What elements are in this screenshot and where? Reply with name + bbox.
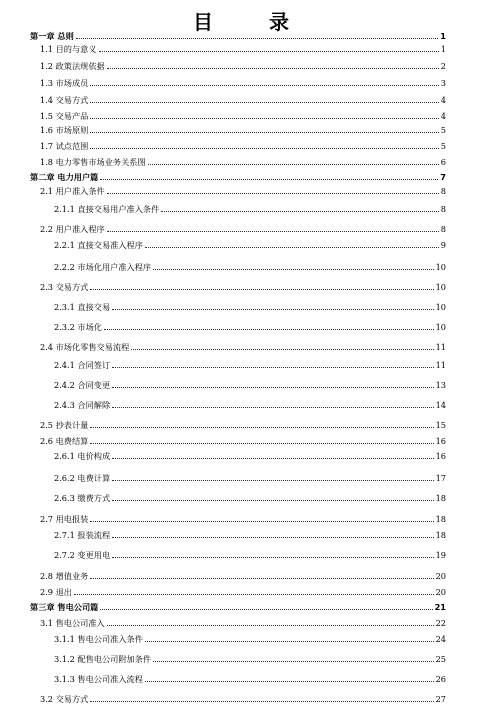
toc-entry[interactable] xyxy=(40,587,446,597)
toc-entry-label: 1.4 交易方式 xyxy=(40,95,89,105)
dot-leader xyxy=(161,210,438,212)
toc-entry-page-number: 26 xyxy=(435,674,446,684)
toc-entry-label: 3.1 售电公司准入 xyxy=(40,618,105,628)
toc-entry-label: 3.1.1 售电公司准入条件 xyxy=(54,634,143,644)
toc-entry[interactable] xyxy=(54,322,446,332)
toc-entry-label: 2.7 用电报装 xyxy=(40,514,89,524)
toc-entry-page-number: 6 xyxy=(440,157,446,167)
toc-entry-label: 2.9 退出 xyxy=(40,587,72,597)
dot-leader xyxy=(112,406,433,408)
toc-entry-label: 1.6 市场原则 xyxy=(40,125,89,135)
toc-entry-label: 2.5 抄表计量 xyxy=(40,420,89,430)
toc-entry[interactable] xyxy=(54,380,446,390)
toc-entry-page-number: 17 xyxy=(435,473,446,483)
toc-entry[interactable] xyxy=(40,342,446,352)
toc-entry-page-number: 25 xyxy=(435,654,446,664)
toc-entry[interactable] xyxy=(40,95,446,105)
toc-entry-page-number: 7 xyxy=(440,172,446,182)
toc-entry-page-number: 3 xyxy=(440,78,446,88)
toc-entry[interactable] xyxy=(54,550,446,560)
toc-entry-label: 2.7.1 报装流程 xyxy=(54,530,111,540)
toc-entry-page-number: 21 xyxy=(434,602,446,612)
dot-leader xyxy=(145,246,439,248)
dot-leader xyxy=(112,457,433,459)
dot-leader xyxy=(107,624,434,626)
toc-entry-label: 2.1.1 直接交易用户准入条件 xyxy=(54,204,160,214)
toc-chapter-entry[interactable] xyxy=(30,31,446,41)
toc-entry-page-number: 10 xyxy=(435,282,446,292)
toc-entry-label: 2.8 增值业务 xyxy=(40,571,89,581)
toc-entry[interactable] xyxy=(54,400,446,410)
toc-entry-page-number: 4 xyxy=(440,111,446,121)
dot-leader xyxy=(104,328,434,330)
dot-leader xyxy=(90,520,433,522)
toc-entry-label: 1.7 试点范围 xyxy=(40,141,89,151)
toc-entry[interactable] xyxy=(54,451,446,461)
toc-entry-page-number: 16 xyxy=(435,451,446,461)
toc-entry[interactable] xyxy=(54,302,446,312)
toc-entry[interactable] xyxy=(40,514,446,524)
toc-entry-page-number: 1 xyxy=(440,31,446,41)
toc-entry-page-number: 11 xyxy=(435,360,446,370)
toc-entry-label: 第三章 售电公司篇 xyxy=(30,602,99,612)
dot-leader xyxy=(145,680,434,682)
dot-leader xyxy=(153,268,433,270)
toc-entry-page-number: 11 xyxy=(435,342,446,352)
toc-entry-label: 1.2 政策法规依据 xyxy=(40,61,105,71)
dot-leader xyxy=(90,117,438,119)
toc-entry[interactable] xyxy=(40,694,446,704)
dot-leader xyxy=(112,366,433,368)
toc-entry-page-number: 14 xyxy=(435,400,446,410)
toc-entry-page-number: 13 xyxy=(435,380,446,390)
toc-entry-page-number: 18 xyxy=(435,530,446,540)
toc-entry-page-number: 8 xyxy=(440,204,446,214)
toc-entry-label: 第二章 电力用户篇 xyxy=(30,172,99,182)
toc-entry-page-number: 19 xyxy=(435,550,446,560)
toc-entry-page-number: 8 xyxy=(440,186,446,196)
toc-entry-page-number: 24 xyxy=(435,634,446,644)
toc-entry-label: 2.3.1 直接交易 xyxy=(54,302,111,312)
toc-entry[interactable] xyxy=(40,282,446,292)
dot-leader xyxy=(90,426,433,428)
toc-title: 目 录 xyxy=(193,10,307,34)
toc-chapter-entry[interactable] xyxy=(30,602,446,612)
toc-entry[interactable] xyxy=(54,634,446,644)
toc-entry[interactable] xyxy=(40,436,446,446)
toc-entry-page-number: 10 xyxy=(435,302,446,312)
toc-entry[interactable] xyxy=(40,61,446,71)
toc-entry-page-number: 2 xyxy=(440,61,446,71)
toc-entry-page-number: 18 xyxy=(435,514,446,524)
toc-entry[interactable] xyxy=(54,240,446,250)
toc-entry-label: 2.6 电费结算 xyxy=(40,436,89,446)
dot-leader xyxy=(112,308,433,310)
toc-entry-label: 3.1.3 售电公司准入流程 xyxy=(54,674,143,684)
toc-entry-label: 2.6.2 电费计算 xyxy=(54,473,111,483)
toc-entry-page-number: 20 xyxy=(435,587,446,597)
toc-entry[interactable] xyxy=(54,262,446,272)
toc-entry-label: 1.3 市场成员 xyxy=(40,78,89,88)
toc-entry-label: 2.4.3 合同解除 xyxy=(54,400,111,410)
toc-entry[interactable] xyxy=(40,186,446,196)
dot-leader xyxy=(90,131,438,133)
toc-entry-page-number: 9 xyxy=(440,240,446,250)
toc-entry[interactable] xyxy=(54,493,446,503)
toc-entry-label: 3.1.2 配售电公司附加条件 xyxy=(54,654,152,664)
dot-leader xyxy=(90,442,433,444)
toc-entry-page-number: 5 xyxy=(440,141,446,151)
dot-leader xyxy=(90,577,433,579)
dot-leader xyxy=(107,230,439,232)
toc-entry[interactable] xyxy=(40,141,446,151)
dot-leader xyxy=(90,84,438,86)
toc-entry[interactable] xyxy=(40,125,446,135)
toc-entry-label: 1.8 电力零售市场业务关系图 xyxy=(40,157,146,167)
toc-entry-label: 第一章 总则 xyxy=(30,31,74,41)
toc-entry-label: 2.3 交易方式 xyxy=(40,282,89,292)
toc-entry-label: 2.3.2 市场化 xyxy=(54,322,102,332)
toc-entry[interactable] xyxy=(40,571,446,581)
toc-entry-page-number: 4 xyxy=(440,95,446,105)
toc-entry-label: 2.1 用户准入条件 xyxy=(40,186,105,196)
dot-leader xyxy=(112,479,433,481)
dot-leader xyxy=(90,147,438,149)
dot-leader xyxy=(131,348,433,350)
toc-entry-label: 2.4.1 合同签订 xyxy=(54,360,111,370)
dot-leader xyxy=(76,37,439,39)
dot-leader xyxy=(107,192,439,194)
toc-entry-page-number: 10 xyxy=(435,262,446,272)
toc-chapter-entry[interactable] xyxy=(30,172,446,182)
toc-entry-label: 2.7.2 变更用电 xyxy=(54,550,111,560)
dot-leader xyxy=(112,386,433,388)
dot-leader xyxy=(100,178,438,180)
toc-entry[interactable] xyxy=(54,654,446,664)
dot-leader xyxy=(153,660,433,662)
toc-entry[interactable] xyxy=(40,618,446,628)
toc-entry-label: 3.2 交易方式 xyxy=(40,694,89,704)
toc-entry-page-number: 22 xyxy=(435,618,446,628)
toc-entry-page-number: 1 xyxy=(440,44,446,54)
toc-entry[interactable] xyxy=(54,530,446,540)
toc-entry-page-number: 16 xyxy=(435,436,446,446)
toc-entry-label: 1.1 目的与意义 xyxy=(40,44,97,54)
toc-entry[interactable] xyxy=(54,473,446,483)
toc-entry-page-number: 27 xyxy=(435,694,446,704)
dot-leader xyxy=(90,101,438,103)
toc-entry-page-number: 5 xyxy=(440,125,446,135)
toc-entry[interactable] xyxy=(40,224,446,234)
dot-leader xyxy=(145,640,434,642)
toc-entry-page-number: 15 xyxy=(435,420,446,430)
toc-entry[interactable] xyxy=(40,44,446,54)
dot-leader xyxy=(99,50,439,52)
toc-entry-label: 2.6.3 缴费方式 xyxy=(54,493,111,503)
toc-entry[interactable] xyxy=(40,420,446,430)
dot-leader xyxy=(112,499,433,501)
dot-leader xyxy=(112,556,433,558)
toc-entry-page-number: 18 xyxy=(435,493,446,503)
dot-leader xyxy=(107,67,439,69)
toc-entry-page-number: 8 xyxy=(440,224,446,234)
toc-entry[interactable] xyxy=(40,78,446,88)
dot-leader xyxy=(112,536,433,538)
toc-entry-label: 2.4 市场化零售交易流程 xyxy=(40,342,130,352)
dot-leader xyxy=(148,163,439,165)
toc-entry[interactable] xyxy=(54,674,446,684)
toc-entry-label: 2.2.1 直接交易准入程序 xyxy=(54,240,143,250)
dot-leader xyxy=(100,608,432,610)
dot-leader xyxy=(90,700,433,702)
dot-leader xyxy=(74,593,434,595)
toc-entry-label: 2.2.2 市场化用户准入程序 xyxy=(54,262,152,272)
toc-entry-label: 2.6.1 电价构成 xyxy=(54,451,111,461)
toc-entry-label: 2.4.2 合同变更 xyxy=(54,380,111,390)
toc-entry-label: 2.2 用户准入程序 xyxy=(40,224,105,234)
toc-entry[interactable] xyxy=(54,360,446,370)
dot-leader xyxy=(90,288,433,290)
toc-entry[interactable] xyxy=(40,157,446,167)
toc-entry-page-number: 10 xyxy=(435,322,446,332)
toc-entry-page-number: 20 xyxy=(435,571,446,581)
toc-entry[interactable] xyxy=(54,204,446,214)
toc-entry[interactable] xyxy=(40,111,446,121)
toc-entry-label: 1.5 交易产品 xyxy=(40,111,89,121)
